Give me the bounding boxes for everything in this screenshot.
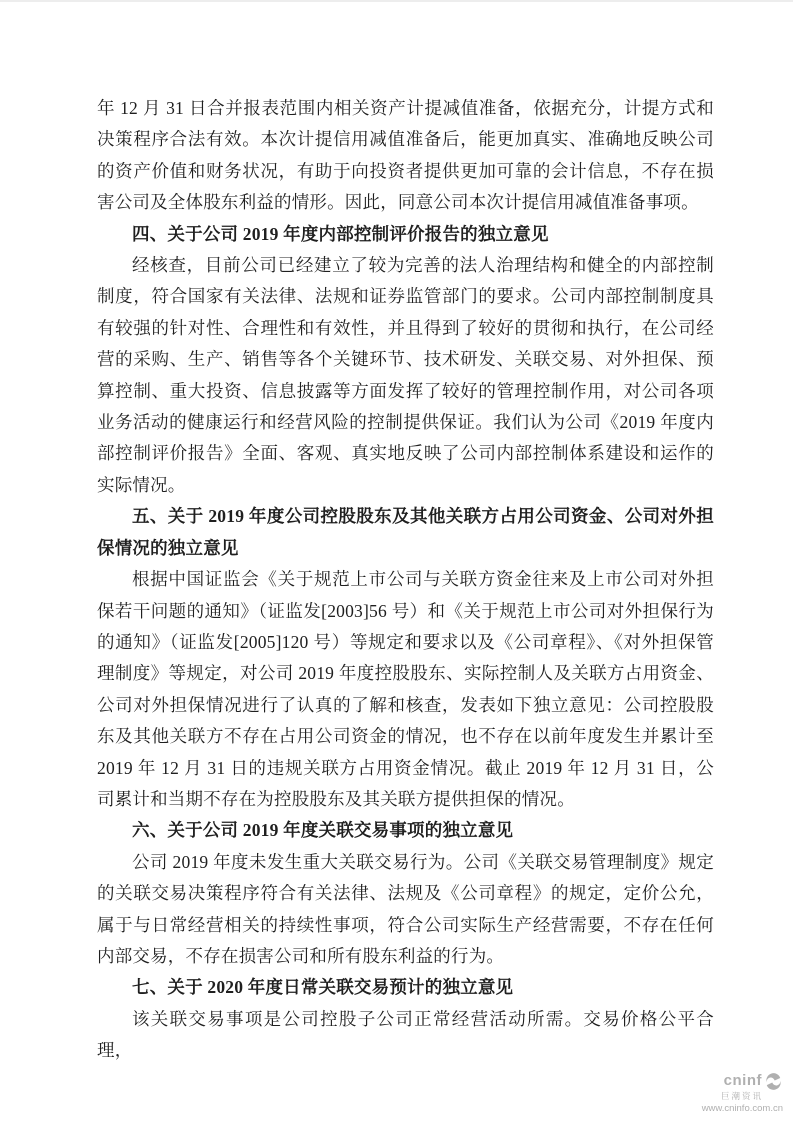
section-heading-internal-control: 四、关于公司 2019 年度内部控制评价报告的独立意见 <box>132 223 549 244</box>
cninfo-logo <box>702 1072 783 1114</box>
cninfo-swirl-icon <box>764 1072 783 1091</box>
paragraph-related-transactions-2020: 该关联交易事项是公司控股子公司正常经营活动所需。交易价格公平合理， <box>97 1008 714 1061</box>
cninfo-logo-text: cninf <box>723 1072 762 1090</box>
paragraph-related-transactions-2019: 公司 2019 年度未发生重大关联交易行为。公司《关联交易管理制度》规定的关联交易决策程序符合有关法律、法规及《公司章程》的规定，定价公允，属于与日常经营相关的持续性事项，符合公司实际生产经营需要，不存在任何内部交易，不存在损害公司和所有股东利益的行为。 <box>97 851 714 966</box>
paragraph-internal-control: 经核查，目前公司已经建立了较为完善的法人治理结构和健全的内部控制制度，符合国家有关法律、法规和证券监管部门的要求。公司内部控制制度具有较强的针对性、合理性和有效性，并且得到了较好的贯彻和执行，在公司经营的采购、生产、销售等各个关键环节、技术研发、关联交易、对外担保、预算控制、重大投资、信息披露等方面发挥了较好的管理控制作用，对公司各项业务活动的健康运行和经营风险的控制提供保证。我们认为公司《2019 年度内部控制评价报告》全面、客观、真实地反映了公司内部控制体系建设和运作的实际情况。 <box>97 255 714 495</box>
document-body <box>97 93 714 1067</box>
paragraph-continuation: 年 12 月 31 日合并报表范围内相关资产计提减值准备，依据充分，计提方式和决策程序合法有效。本次计提信用减值准备后，能更加真实、准确地反映公司的资产价值和财务状况，有助于向投资者提供更加可靠的会计信息，不存在损害公司及全体股东利益的情形。因此，同意公司本次计提信用减值准备事项。 <box>97 98 714 213</box>
cninfo-logo-row <box>702 1072 783 1091</box>
section-heading-fund-occupation-guarantee: 五、关于 2019 年度公司控股股东及其他关联方占用公司资金、公司对外担保情况的独立意见 <box>97 506 714 558</box>
cninfo-logo-url: www.cninfo.com.cn <box>701 1102 783 1114</box>
section-heading-related-transactions-2020: 七、关于 2020 年度日常关联交易预计的独立意见 <box>132 977 514 998</box>
cninfo-logo-caption: 巨潮资讯 <box>720 1091 763 1102</box>
paragraph-fund-occupation-guarantee: 根据中国证监会《关于规范上市公司与关联方资金往来及上市公司对外担保若干问题的通知》（证监发[2003]56 号）和《关于规范上市公司对外担保行为的通知》（证监发[2005]120 号）等规定和要求以及《公司章程》、《对外担保管理制度》等规定，对公司 2019 年度控股股东、实际控制人及关联方占用资金、 公司对外担保情况进行了认真的了解和核查，发表如下独立意见：公司控股股东及其他关联方不存在占用公司资金的情况，也不存在以前年度发生并累计至 2019 年 12 月 31 日的违规关联方占用资金情况。截止 2019 年 12 月 31 日，公司累计和当期不存在为控股股东及其关联方提供担保的情况。 <box>97 569 714 809</box>
section-heading-related-transactions-2019: 六、关于公司 2019 年度关联交易事项的独立意见 <box>132 820 514 841</box>
